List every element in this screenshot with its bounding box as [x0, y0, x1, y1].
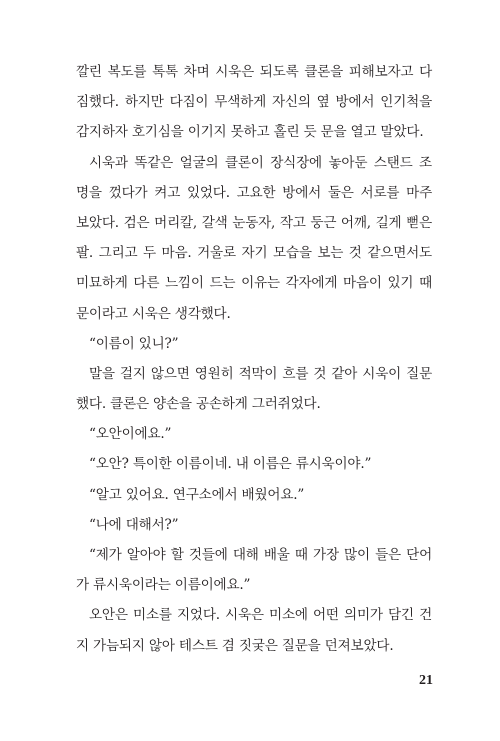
text-line: 미묘하게 다른 느낌이 드는 이유는 각자에게 마음이 있기 때 — [76, 275, 432, 292]
text-line: 지 가늠되지 않아 테스트 겸 짓궂은 질문을 던져보았다. — [76, 637, 394, 654]
text-line: 시욱과 똑같은 얼굴의 클론이 장식장에 놓아둔 스탠드 조 — [89, 154, 432, 171]
text-line: 감지하자 호기심을 이기지 못하고 홀린 듯 문을 열고 말았다. — [76, 124, 424, 141]
text-line: 보았다. 검은 머리칼, 갈색 눈동자, 작고 둥근 어깨, 길게 뻗은 — [76, 214, 432, 231]
text-line: 오안은 미소를 지었다. 시욱은 미소에 어떤 의미가 담긴 건 — [89, 607, 432, 624]
text-line: 명을 껐다가 켜고 있었다. 고요한 방에서 둘은 서로를 마주 — [76, 184, 432, 201]
text-line: 했다. 클론은 양손을 공손하게 그러쥐었다. — [76, 396, 321, 413]
text-line: “나에 대해서?” — [89, 516, 179, 533]
text-line: “오안? 특이한 이름이네. 내 이름은 류시욱이야.” — [89, 456, 372, 473]
text-line: “알고 있어요. 연구소에서 배웠어요.” — [89, 486, 305, 503]
page-body-text — [76, 57, 432, 661]
text-line: 가 류시욱이라는 이름이에요.” — [76, 577, 251, 594]
page-number: 21 — [419, 673, 433, 688]
text-line: “이름이 있니?” — [89, 335, 179, 352]
text-line: “제가 알아야 할 것들에 대해 배울 때 가장 많이 들은 단어 — [89, 547, 432, 563]
text-line: 말을 걸지 않으면 영원히 적막이 흐를 것 같아 시욱이 질문 — [89, 365, 432, 382]
text-line: 짐했다. 하지만 다짐이 무색하게 자신의 옆 방에서 인기척을 — [76, 94, 432, 111]
text-line: 문이라고 시욱은 생각했다. — [76, 305, 231, 322]
text-line: 깔린 복도를 톡톡 차며 시욱은 되도록 클론을 피해보자고 다 — [76, 64, 432, 80]
text-line: 팔. 그리고 두 마음. 거울로 자기 모습을 보는 것 같으면서도 — [76, 245, 432, 262]
text-line: “오안이에요.” — [89, 426, 172, 443]
